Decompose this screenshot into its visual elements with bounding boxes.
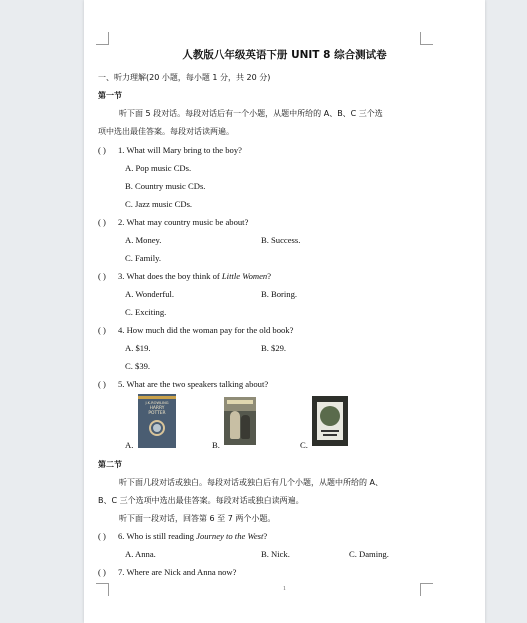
- document-page: [84, 0, 485, 623]
- section1-label: 第一节: [98, 91, 122, 100]
- section2-instruction-line1: 听下面几段对话或独白。每段对话或独白后有几个小题，从题中所给的 A、: [119, 478, 384, 487]
- q2-stem: 2. What may country music be about?: [118, 217, 249, 227]
- q1-option-a: A. Pop music CDs.: [125, 163, 192, 173]
- book-cover-image-a: [138, 394, 176, 448]
- page-title: 人教版八年级英语下册 UNIT 8 综合测试卷: [182, 49, 387, 61]
- q6-option-c: C. Daming.: [349, 549, 389, 559]
- q4-option-b: B. $29.: [261, 343, 287, 353]
- q2-option-b: B. Success.: [261, 235, 301, 245]
- section2-label: 第二节: [98, 460, 122, 469]
- section1-instruction-line1: 听下面 5 段对话。每段对话后有一个小题，从题中所给的 A、B、C 三个选: [119, 109, 383, 118]
- q1-option-b: B. Country music CDs.: [125, 181, 206, 191]
- q5-stem: 5. What are the two speakers talking about?: [118, 379, 269, 389]
- book-cover-image-c: [312, 396, 348, 446]
- q5-option-a-label: A.: [125, 440, 134, 450]
- answer-blank-q3[interactable]: ( ): [98, 271, 106, 281]
- cover-a-title-1: HARRY: [149, 406, 165, 411]
- cover-a-author: J.K.ROWLING: [145, 401, 169, 405]
- q1-option-c: C. Jazz music CDs.: [125, 199, 193, 209]
- cover-a-title-2: POTTER: [148, 411, 166, 416]
- crop-mark-top-left: [96, 32, 109, 45]
- q7-stem: 7. Where are Nick and Anna now?: [118, 567, 237, 577]
- q6-option-a: A. Anna.: [125, 549, 156, 559]
- q3-option-b: B. Boring.: [261, 289, 298, 299]
- answer-blank-q5[interactable]: ( ): [98, 379, 106, 389]
- answer-blank-q7[interactable]: ( ): [98, 567, 106, 577]
- q3-option-c: C. Exciting.: [125, 307, 167, 317]
- answer-blank-q4[interactable]: ( ): [98, 325, 106, 335]
- q3-stem: 3. What does the boy think of Little Women?: [118, 271, 272, 281]
- q5-option-c-label: C.: [300, 440, 308, 450]
- q2-option-a: A. Money.: [125, 235, 162, 245]
- q6-stem: 6. Who is still reading Journey to the West?: [118, 531, 268, 541]
- q1-stem: 1. What will Mary bring to the boy?: [118, 145, 242, 155]
- q5-option-b-label: B.: [212, 440, 220, 450]
- book-cover-image-b: [224, 397, 256, 445]
- section2-instruction-line3: 听下面一段对话，回答第 6 至 7 两个小题。: [119, 514, 276, 523]
- answer-blank-q2[interactable]: ( ): [98, 217, 106, 227]
- crop-mark-top-right: [420, 32, 433, 45]
- answer-blank-q6[interactable]: ( ): [98, 531, 106, 541]
- q4-option-c: C. $39.: [125, 361, 151, 371]
- answer-blank-q1[interactable]: ( ): [98, 145, 106, 155]
- q2-option-c: C. Family.: [125, 253, 161, 263]
- part1-heading: 一、听力理解(20 小题，每小题 1 分，共 20 分): [98, 73, 271, 82]
- q3-option-a: A. Wonderful.: [125, 289, 175, 299]
- q6-option-b: B. Nick.: [261, 549, 290, 559]
- page-number: 1: [283, 586, 286, 592]
- q4-stem: 4. How much did the woman pay for the old book?: [118, 325, 294, 335]
- section1-instruction-line2: 项中选出最佳答案。每段对话读两遍。: [98, 127, 234, 136]
- q4-option-a: A. $19.: [125, 343, 151, 353]
- section2-instruction-line2: B、C 三个选项中选出最佳答案。每段对话或独白读两遍。: [98, 496, 304, 505]
